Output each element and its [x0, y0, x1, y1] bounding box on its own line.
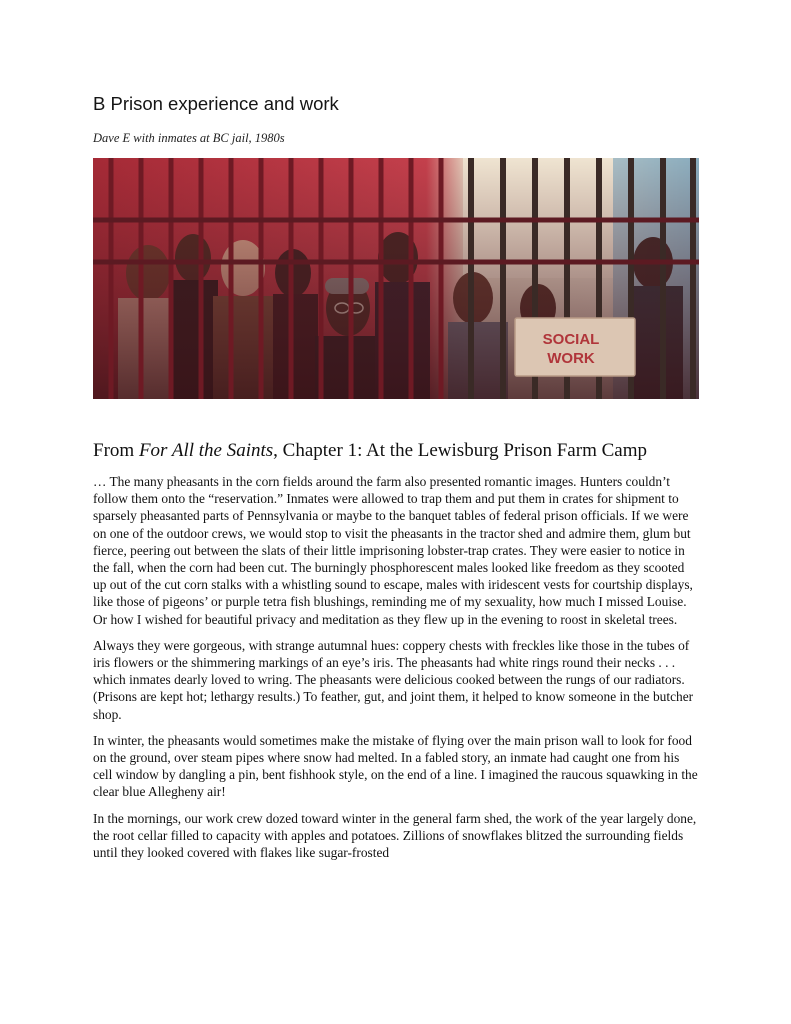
sign-text-work: WORK: [547, 350, 595, 367]
paragraph: … The many pheasants in the corn fields around the farm also presented romantic images. Hunters couldn’t follow them onto the “reservation.” Inmates were allowed to trap them and put them in crates for shipment to sparsely pheasanted parts of Pennsylvania or maybe to the banquet tables of federal prison officials. If we were on one of the outdoor crews, we would stop to visit the pheasants in the tractor shed and admire them, glum but fierce, peering out between the slats of their little imprisoning lobster-trap crates. They were easier to notice in the fall, when the corn had been cut. The burningly phosphorescent males looked like freedom as they scooted up out of the cut corn stalks with a whistling sound to escape, males with iridescent vests for courtship displays, like those of pigeons’ or purple tetra fish blushings, reminding me of my sexuality, how much I missed Louise. Or how I wished for beautiful privacy and meditation as they flew up in the evening to roost in skeletal trees.: [93, 474, 693, 627]
chapter-prefix: From: [93, 440, 139, 461]
photo-caption: Dave E with inmates at BC jail, 1980s: [93, 131, 285, 145]
paragraph: Always they were gorgeous, with strange autumnal hues: coppery chests with freckles like those in the tubes of iris flowers or the shimmering markings of an eye’s iris. The pheasants had white rings round their necks . . . which inmates dearly loved to wring. The pheasants were delicious cooked between the rungs of our radiators. (Prisons are kept hot; lethargy results.) To feather, gut, and joint them, it helped to know someone in the butcher shop.: [93, 637, 694, 722]
prison-photo: [93, 158, 699, 399]
chapter-suffix: , Chapter 1: At the Lewisburg Prison Farm Camp: [273, 440, 647, 461]
paragraph: In the mornings, our work crew dozed toward winter in the general farm shed, the work of the year largely done, the root cellar filled to capacity with apples and potatoes. Zillions of snowflakes blitzed the surrounding fields until they looked covered with flakes like sugar-frosted: [93, 810, 697, 861]
sign-text-social: SOCIAL: [542, 331, 600, 348]
chapter-heading: [93, 440, 733, 462]
social-work-sign: [515, 318, 635, 376]
paragraph: In winter, the pheasants would sometimes make the mistake of flying over the main prison wall to look for food on the ground, over steam pipes where snow had melted. In a fabled story, an inmate had caught one from his cell window by dangling a pin, bent fishhook style, on the end of a line. I imagined the raucous squawking in the clear blue Allegheny air!: [93, 732, 698, 800]
book-title: For All the Saints: [138, 440, 274, 461]
section-heading: B Prison experience and work: [93, 93, 339, 114]
chapter-body: [93, 473, 700, 870]
